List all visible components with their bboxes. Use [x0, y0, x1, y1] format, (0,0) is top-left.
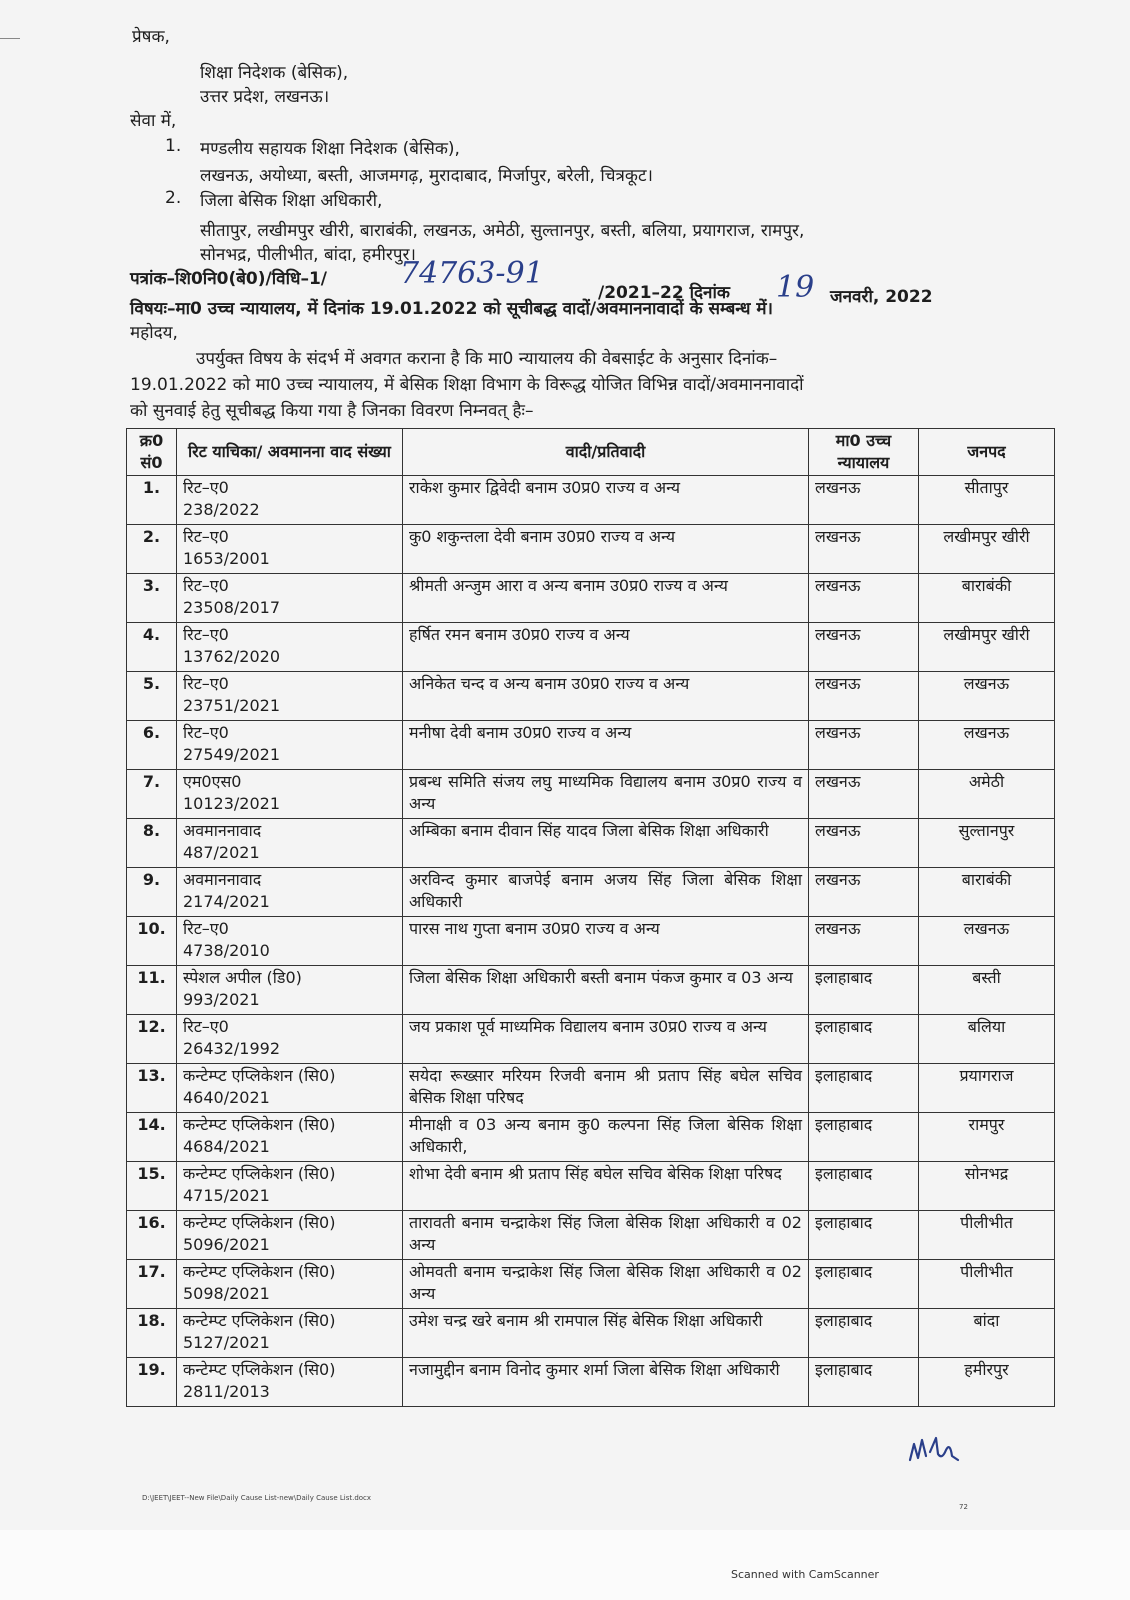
row-parties	[403, 1162, 809, 1211]
row-case-number-text: 4715/2021	[183, 1186, 270, 1205]
row-serial-number-text: 10.	[137, 919, 166, 938]
row-district	[919, 868, 1055, 917]
row-case-number-text: 4738/2010	[183, 941, 270, 960]
row-district	[919, 819, 1055, 868]
row-court	[809, 917, 919, 966]
row-serial-number-text: 6.	[142, 723, 161, 742]
row-parties-text: जिला बेसिक शिक्षा अधिकारी बस्ती बनाम पंकज कुमार व 03 अन्य	[409, 968, 793, 987]
table-row	[127, 1358, 1055, 1407]
row-parties	[403, 819, 809, 868]
header-case-number: रिट याचिका/ अवमानना वाद संख्या	[177, 429, 403, 476]
row-case-number-text: एम0एस0	[183, 772, 242, 791]
row-parties-text: राकेश कुमार द्विवेदी बनाम उ0प्र0 राज्य व अन्य	[409, 478, 681, 497]
row-parties-text: मीनाक्षी व 03 अन्य बनाम कु0 कल्पना सिंह जिला बेसिक शिक्षा अधिकारी,	[409, 1115, 802, 1156]
row-case-number-text: कन्टेम्प्ट एप्लिकेशन (सि0)	[183, 1262, 336, 1281]
row-district-text: बस्ती	[972, 968, 1001, 987]
row-case-number	[177, 623, 403, 672]
row-serial-number	[127, 1358, 177, 1407]
row-court	[809, 1064, 919, 1113]
row-case-number-text: 993/2021	[183, 990, 260, 1009]
row-serial-number	[127, 1015, 177, 1064]
row-court-text: इलाहाबाद	[815, 968, 873, 987]
row-district-text: प्रयागराज	[959, 1066, 1014, 1085]
row-case-number-text: रिट–ए0	[183, 625, 229, 644]
row-serial-number	[127, 1064, 177, 1113]
row-serial-number-text: 16.	[137, 1213, 166, 1232]
row-serial-number-text: 1.	[142, 478, 161, 497]
row-serial-number	[127, 1211, 177, 1260]
row-serial-number-text: 2.	[142, 527, 161, 546]
table-row	[127, 1309, 1055, 1358]
table-row	[127, 1260, 1055, 1309]
row-serial-number	[127, 574, 177, 623]
reference-suffix: /2021–22 दिनांक	[598, 283, 730, 303]
row-parties-text: नजामुद्दीन बनाम विनोद कुमार शर्मा जिला बेसिक शिक्षा अधिकारी	[409, 1360, 780, 1379]
recipient-1-places: लखनऊ, अयोध्या, बस्ती, आजमगढ़, मुरादाबाद, मिर्जापुर, बरेली, चित्रकूट।	[200, 166, 654, 186]
row-case-number-text: रिट–ए0	[183, 576, 229, 595]
table-body	[127, 476, 1055, 1407]
table-row	[127, 476, 1055, 525]
row-parties	[403, 1064, 809, 1113]
row-court	[809, 868, 919, 917]
row-district	[919, 476, 1055, 525]
row-district	[919, 1015, 1055, 1064]
row-case-number-text: 4684/2021	[183, 1137, 270, 1156]
scanner-watermark: Scanned with CamScanner	[731, 1568, 879, 1581]
table-row	[127, 1113, 1055, 1162]
row-parties-text: प्रबन्ध समिति संजय लघु माध्यमिक विद्यालय बनाम उ0प्र0 राज्य व अन्य	[409, 772, 802, 813]
row-district	[919, 623, 1055, 672]
row-court	[809, 1358, 919, 1407]
row-case-number-text: 10123/2021	[183, 794, 281, 813]
header-parties: वादी/प्रतिवादी	[403, 429, 809, 476]
reference-prefix: पत्रांक–शि0नि0(बे0)/विधि–1/	[130, 269, 327, 289]
table-row	[127, 672, 1055, 721]
row-serial-number-text: 12.	[137, 1017, 166, 1036]
row-case-number-text: 1653/2001	[183, 549, 270, 568]
row-case-number-text: कन्टेम्प्ट एप्लिकेशन (सि0)	[183, 1164, 336, 1183]
row-parties-text: उमेश चन्द्र खरे बनाम श्री रामपाल सिंह बेसिक शिक्षा अधिकारी	[409, 1311, 763, 1330]
row-court-text: लखनऊ	[815, 576, 861, 595]
row-district	[919, 672, 1055, 721]
row-case-number-text: कन्टेम्प्ट एप्लिकेशन (सि0)	[183, 1115, 336, 1134]
row-court-text: इलाहाबाद	[815, 1311, 873, 1330]
row-court	[809, 1162, 919, 1211]
row-serial-number	[127, 721, 177, 770]
row-serial-number	[127, 770, 177, 819]
row-court-text: इलाहाबाद	[815, 1213, 873, 1232]
row-court-text: लखनऊ	[815, 478, 861, 497]
row-parties	[403, 1309, 809, 1358]
row-parties	[403, 1358, 809, 1407]
salutation: महोदय,	[130, 323, 178, 343]
row-parties-text: सयेदा रूख्सार मरियम रिजवी बनाम श्री प्रताप सिंह बघेल सचिव बेसिक शिक्षा परिषद	[409, 1066, 802, 1107]
row-case-number-text: रिट–ए0	[183, 674, 229, 693]
row-case-number-text: 5098/2021	[183, 1284, 270, 1303]
row-parties-text: जय प्रकाश पूर्व माध्यमिक विद्यालय बनाम उ0प्र0 राज्य व अन्य	[409, 1017, 767, 1036]
row-case-number-text: 13762/2020	[183, 647, 281, 666]
row-parties	[403, 1260, 809, 1309]
row-serial-number-text: 3.	[142, 576, 161, 595]
row-district	[919, 966, 1055, 1015]
row-case-number-text: स्पेशल अपील (डि0)	[183, 968, 302, 987]
row-court-text: लखनऊ	[815, 919, 861, 938]
row-case-number-text: कन्टेम्प्ट एप्लिकेशन (सि0)	[183, 1311, 336, 1330]
row-case-number-text: 23751/2021	[183, 696, 281, 715]
row-case-number-text: कन्टेम्प्ट एप्लिकेशन (सि0)	[183, 1066, 336, 1085]
row-case-number-text: रिट–ए0	[183, 919, 229, 938]
row-case-number	[177, 1260, 403, 1309]
row-case-number	[177, 1309, 403, 1358]
table-row	[127, 770, 1055, 819]
row-parties	[403, 917, 809, 966]
row-case-number	[177, 1162, 403, 1211]
row-district-text: लखीमपुर खीरी	[943, 527, 1030, 546]
row-district-text: लखनऊ	[963, 919, 1010, 938]
row-court-text: लखनऊ	[815, 527, 861, 546]
table-row	[127, 1162, 1055, 1211]
row-district-text: सोनभद्र	[964, 1164, 1009, 1183]
recipient-1-number: 1.	[165, 136, 182, 156]
recipient-2-number: 2.	[165, 188, 182, 208]
row-case-number-text: 26432/1992	[183, 1039, 281, 1058]
row-parties-text: अनिकेत चन्द व अन्य बनाम उ0प्र0 राज्य व अन्य	[409, 674, 690, 693]
page-number: 72	[959, 1503, 968, 1511]
row-court-text: इलाहाबाद	[815, 1262, 873, 1281]
table-row	[127, 917, 1055, 966]
row-district-text: बाराबंकी	[961, 576, 1012, 595]
header-serial-number: क्र0 सं0	[127, 429, 177, 476]
row-parties-text: पारस नाथ गुप्ता बनाम उ0प्र0 राज्य व अन्य	[409, 919, 660, 938]
row-court	[809, 672, 919, 721]
row-district	[919, 1211, 1055, 1260]
table-row	[127, 525, 1055, 574]
row-case-number-text: 5096/2021	[183, 1235, 270, 1254]
row-court	[809, 721, 919, 770]
row-case-number-text: अवमाननावाद	[183, 870, 262, 889]
row-district-text: लखीमपुर खीरी	[943, 625, 1030, 644]
row-court	[809, 1309, 919, 1358]
row-serial-number	[127, 917, 177, 966]
row-district	[919, 770, 1055, 819]
row-parties	[403, 525, 809, 574]
row-case-number	[177, 868, 403, 917]
row-district-text: बलिया	[967, 1017, 1006, 1036]
row-case-number	[177, 966, 403, 1015]
row-case-number	[177, 1358, 403, 1407]
row-parties-text: मनीषा देवी बनाम उ0प्र0 राज्य व अन्य	[409, 723, 632, 742]
row-district	[919, 917, 1055, 966]
row-court	[809, 819, 919, 868]
row-court	[809, 1015, 919, 1064]
reference-number-handwritten: 74763-91	[400, 256, 544, 291]
row-court-text: लखनऊ	[815, 723, 861, 742]
row-district	[919, 1113, 1055, 1162]
row-case-number-text: 5127/2021	[183, 1333, 270, 1352]
row-serial-number-text: 15.	[137, 1164, 166, 1183]
row-court	[809, 1260, 919, 1309]
row-court-text: इलाहाबाद	[815, 1066, 873, 1085]
recipient-2-places-line-1: सीतापुर, लखीमपुर खीरी, बाराबंकी, लखनऊ, अमेठी, सुल्तानपुर, बस्ती, बलिया, प्रयागराज, रामपुर,	[200, 221, 805, 241]
row-court-text: इलाहाबाद	[815, 1164, 873, 1183]
row-case-number-text: 4640/2021	[183, 1088, 270, 1107]
row-case-number	[177, 770, 403, 819]
scan-edge-mark	[0, 38, 20, 39]
row-case-number	[177, 672, 403, 721]
row-parties-text: श्रीमती अन्जुम आरा व अन्य बनाम उ0प्र0 राज्य व अन्य	[409, 576, 728, 595]
row-case-number-text: 23508/2017	[183, 598, 281, 617]
table-row	[127, 1064, 1055, 1113]
row-court-text: लखनऊ	[815, 821, 861, 840]
row-case-number	[177, 476, 403, 525]
row-parties	[403, 476, 809, 525]
table-row	[127, 1015, 1055, 1064]
row-district-text: सुल्तानपुर	[958, 821, 1015, 840]
row-district-text: पीलीभीत	[960, 1262, 1013, 1281]
row-serial-number-text: 13.	[137, 1066, 166, 1085]
row-court	[809, 525, 919, 574]
row-serial-number	[127, 1113, 177, 1162]
body-line-1: उपर्युक्त विषय के संदर्भ में अवगत कराना है कि मा0 न्यायालय की वेबसाईट के अनुसार दिनांक–	[196, 349, 778, 369]
subject-line: विषयः–मा0 उच्च न्यायालय, में दिनांक 19.01.2022 को सूचीबद्ध वादों/अवमाननावादों के सम्बन्ध में।	[130, 299, 773, 319]
table-row	[127, 623, 1055, 672]
row-case-number-text: 487/2021	[183, 843, 260, 862]
row-serial-number	[127, 1309, 177, 1358]
row-court	[809, 966, 919, 1015]
row-court-text: लखनऊ	[815, 772, 861, 791]
row-district-text: पीलीभीत	[960, 1213, 1013, 1232]
row-parties-text: कु0 शकुन्तला देवी बनाम उ0प्र0 राज्य व अन्य	[409, 527, 676, 546]
date-suffix: जनवरी, 2022	[830, 287, 933, 307]
row-serial-number-text: 7.	[142, 772, 161, 791]
row-district-text: बांदा	[973, 1311, 1000, 1330]
recipient-2-places-line-2: सोनभद्र, पीलीभीत, बांदा, हमीरपुर।	[200, 245, 416, 265]
row-serial-number-text: 18.	[137, 1311, 166, 1330]
row-district	[919, 1260, 1055, 1309]
recipient-2-title: जिला बेसिक शिक्षा अधिकारी,	[200, 191, 383, 211]
row-parties-text: शोभा देवी बनाम श्री प्रताप सिंह बघेल सचिव बेसिक शिक्षा परिषद	[409, 1164, 782, 1183]
row-serial-number-text: 19.	[137, 1360, 166, 1379]
row-case-number	[177, 819, 403, 868]
row-parties	[403, 1015, 809, 1064]
sender-name: शिक्षा निदेशक (बेसिक),	[200, 63, 349, 83]
table-row	[127, 868, 1055, 917]
row-case-number-text: 238/2022	[183, 500, 260, 519]
row-case-number	[177, 1113, 403, 1162]
row-serial-number-text: 8.	[142, 821, 161, 840]
body-line-2: 19.01.2022 को मा0 उच्च न्यायालय, में बेसिक शिक्षा विभाग के विरूद्ध योजित विभिन्न वादों/अवमाननावादों	[130, 375, 804, 395]
row-district	[919, 1358, 1055, 1407]
row-serial-number-text: 4.	[142, 625, 161, 644]
row-case-number-text: रिट–ए0	[183, 527, 229, 546]
row-parties	[403, 721, 809, 770]
table-row	[127, 1211, 1055, 1260]
row-parties	[403, 966, 809, 1015]
row-district-text: लखनऊ	[963, 674, 1010, 693]
row-court	[809, 1113, 919, 1162]
row-parties-text: ओमवती बनाम चन्द्राकेश सिंह जिला बेसिक शिक्षा अधिकारी व 02 अन्य	[409, 1262, 802, 1303]
row-district	[919, 721, 1055, 770]
row-court-text: इलाहाबाद	[815, 1360, 873, 1379]
row-case-number-text: रिट–ए0	[183, 723, 229, 742]
body-line-3: को सुनवाई हेतु सूचीबद्ध किया गया है जिनका विवरण निम्नवत् हैः–	[130, 401, 534, 421]
row-case-number	[177, 574, 403, 623]
row-case-number	[177, 1015, 403, 1064]
footer-file-path: D:\JEET\JEET--New File\Daily Cause List-new\Daily Cause List.docx	[142, 1494, 372, 1502]
cause-list-table	[126, 428, 1055, 1407]
row-case-number-text: रिट–ए0	[183, 478, 229, 497]
row-district	[919, 574, 1055, 623]
row-case-number-text: रिट–ए0	[183, 1017, 229, 1036]
row-case-number-text: 2811/2013	[183, 1382, 270, 1401]
sender-label: प्रेषक,	[132, 27, 170, 47]
row-case-number-text: 27549/2021	[183, 745, 281, 764]
row-court-text: इलाहाबाद	[815, 1017, 873, 1036]
row-court-text: लखनऊ	[815, 870, 861, 889]
row-district-text: सीतापुर	[964, 478, 1009, 497]
row-case-number	[177, 1064, 403, 1113]
header-district: जनपद	[919, 429, 1055, 476]
header-high-court: मा0 उच्च न्यायालय	[809, 429, 919, 476]
to-label: सेवा में,	[130, 111, 177, 131]
row-case-number	[177, 917, 403, 966]
row-case-number	[177, 721, 403, 770]
row-court	[809, 623, 919, 672]
row-parties	[403, 574, 809, 623]
row-serial-number	[127, 672, 177, 721]
table-row	[127, 966, 1055, 1015]
row-serial-number	[127, 1260, 177, 1309]
row-case-number	[177, 525, 403, 574]
row-parties	[403, 623, 809, 672]
row-case-number-text: कन्टेम्प्ट एप्लिकेशन (सि0)	[183, 1360, 336, 1379]
row-serial-number-text: 5.	[142, 674, 161, 693]
row-serial-number-text: 14.	[137, 1115, 166, 1134]
row-parties-text: अरविन्द कुमार बाजपेई बनाम अजय सिंह जिला बेसिक शिक्षा अधिकारी	[409, 870, 802, 911]
row-court-text: लखनऊ	[815, 625, 861, 644]
row-serial-number-text: 17.	[137, 1262, 166, 1281]
row-district	[919, 525, 1055, 574]
row-district-text: अमेठी	[968, 772, 1005, 791]
row-parties-text: तारावती बनाम चन्द्राकेश सिंह जिला बेसिक शिक्षा अधिकारी व 02 अन्य	[409, 1213, 802, 1254]
row-serial-number	[127, 868, 177, 917]
row-parties-text: अम्बिका बनाम दीवान सिंह यादव जिला बेसिक शिक्षा अधिकारी	[409, 821, 769, 840]
table-row	[127, 574, 1055, 623]
row-case-number-text: 2174/2021	[183, 892, 270, 911]
row-serial-number-text: 9.	[142, 870, 161, 889]
row-case-number-text: अवमाननावाद	[183, 821, 262, 840]
row-parties	[403, 770, 809, 819]
row-district-text: रामपुर	[968, 1115, 1005, 1134]
row-district	[919, 1309, 1055, 1358]
row-court-text: इलाहाबाद	[815, 1115, 873, 1134]
row-district	[919, 1064, 1055, 1113]
row-parties	[403, 672, 809, 721]
signature-mark	[906, 1430, 966, 1470]
row-serial-number	[127, 525, 177, 574]
row-parties	[403, 1211, 809, 1260]
recipient-1-title: मण्डलीय सहायक शिक्षा निदेशक (बेसिक),	[200, 139, 460, 159]
table-row	[127, 721, 1055, 770]
row-court	[809, 770, 919, 819]
row-court	[809, 476, 919, 525]
sender-place: उत्तर प्रदेश, लखनऊ।	[200, 87, 330, 107]
row-case-number-text: कन्टेम्प्ट एप्लिकेशन (सि0)	[183, 1213, 336, 1232]
row-district-text: हमीरपुर	[964, 1360, 1009, 1379]
row-serial-number	[127, 476, 177, 525]
row-court	[809, 1211, 919, 1260]
row-district	[919, 1162, 1055, 1211]
row-serial-number-text: 11.	[137, 968, 166, 987]
row-serial-number	[127, 623, 177, 672]
row-parties	[403, 1113, 809, 1162]
row-district-text: लखनऊ	[963, 723, 1010, 742]
row-court	[809, 574, 919, 623]
row-serial-number	[127, 966, 177, 1015]
row-parties	[403, 868, 809, 917]
row-serial-number	[127, 819, 177, 868]
row-serial-number	[127, 1162, 177, 1211]
table-header-row	[127, 429, 1055, 476]
row-district-text: बाराबंकी	[961, 870, 1012, 889]
table-row	[127, 819, 1055, 868]
row-parties-text: हर्षित रमन बनाम उ0प्र0 राज्य व अन्य	[409, 625, 630, 644]
row-case-number	[177, 1211, 403, 1260]
row-court-text: लखनऊ	[815, 674, 861, 693]
date-handwritten: 19	[776, 270, 815, 305]
